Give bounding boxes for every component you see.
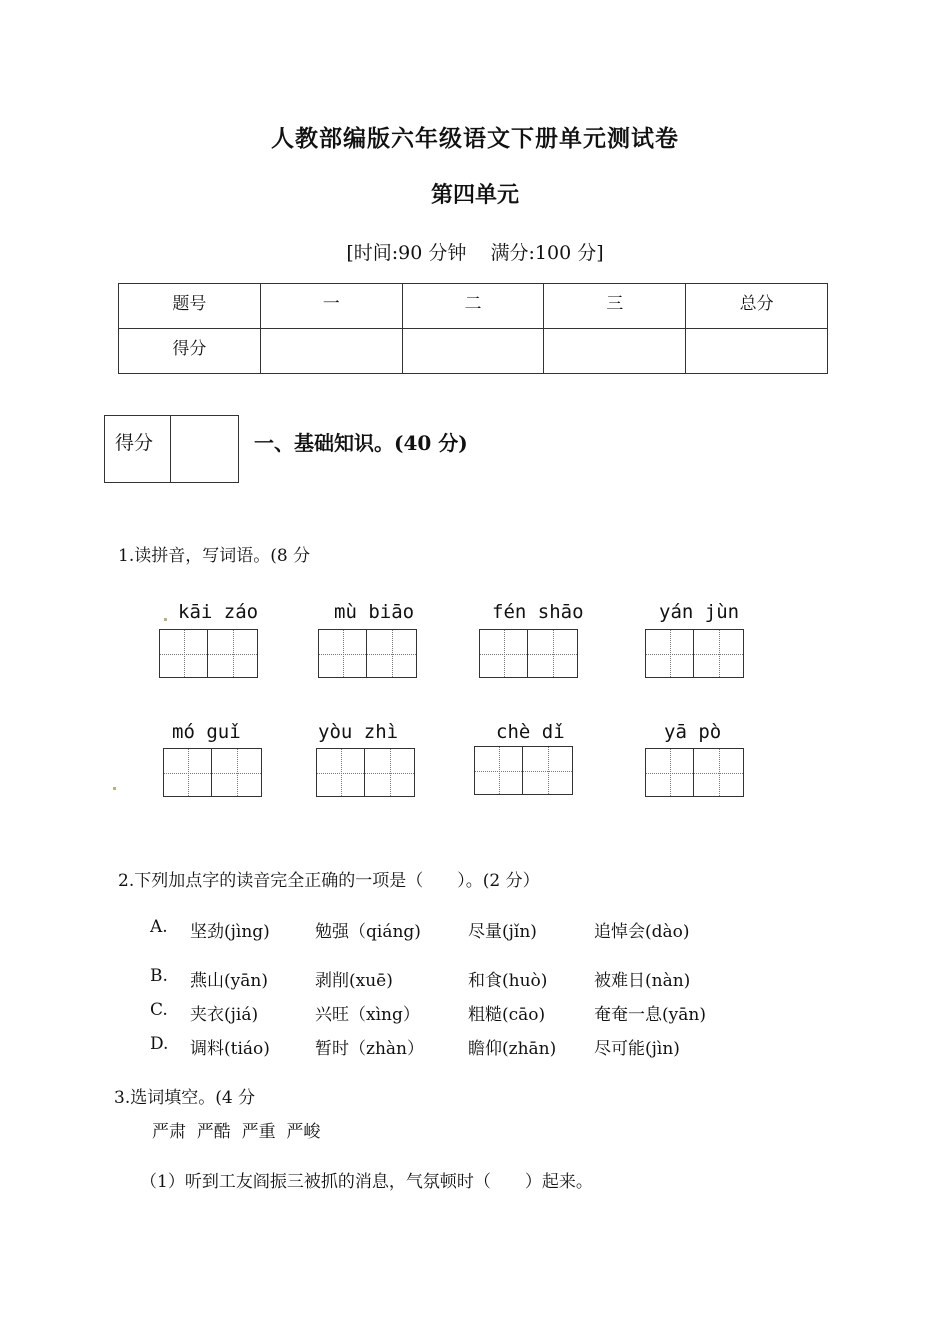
option-item: 坚劲(jìng) — [190, 922, 270, 942]
q3-prompt: 3.选词填空。(4 分 — [114, 1088, 256, 1108]
option-item: 尽量(jǐn) — [468, 922, 537, 942]
option-item: 粗糙(cāo) — [468, 1005, 546, 1025]
option-item: 奄奄一息(yān) — [594, 1005, 706, 1025]
option-b-letter[interactable]: B. — [150, 966, 168, 986]
option-c-letter[interactable]: C. — [150, 1000, 168, 1020]
writing-grid[interactable] — [316, 748, 415, 797]
pinyin-label: yán jùn — [659, 601, 740, 623]
writing-grid[interactable] — [479, 629, 578, 678]
option-a-letter[interactable]: A. — [150, 917, 168, 937]
pinyin-label: mó guǐ — [172, 721, 241, 743]
section1-score-label: 得分 — [105, 416, 171, 482]
option-item: 夹衣(jiá) — [190, 1005, 259, 1025]
pinyin-label: yā pò — [664, 721, 722, 743]
option-item: 和食(huò) — [468, 971, 548, 991]
pinyin-label: yòu zhì — [318, 721, 399, 743]
score-input-cell[interactable] — [260, 329, 402, 374]
speck-mark — [164, 618, 167, 621]
option-item: 调料(tiáo) — [190, 1039, 270, 1059]
score-table-cell: 题号 — [119, 284, 261, 329]
writing-grid[interactable] — [163, 748, 262, 797]
writing-grid[interactable] — [159, 629, 258, 678]
score-table — [118, 283, 828, 374]
score-table-header-row — [119, 284, 828, 329]
score-table-cell: 三 — [544, 284, 686, 329]
pinyin-label: mù biāo — [334, 601, 415, 623]
option-item: 兴旺（xìng） — [315, 1005, 420, 1025]
q2-prompt: 2.下列加点字的读音完全正确的一项是（ ）。(2 分） — [118, 871, 540, 891]
option-item: 暂时（zhàn） — [315, 1039, 424, 1059]
pinyin-label: chè dǐ — [496, 721, 565, 743]
q1-prompt: 1.读拼音，写词语。(8 分 — [118, 546, 311, 566]
section1-score-input[interactable] — [171, 416, 238, 482]
option-item: 尽可能(jìn) — [594, 1039, 680, 1059]
score-table-cell: 总分 — [686, 284, 828, 329]
option-item: 追悼会(dào) — [594, 922, 690, 942]
section1-score-box — [104, 415, 239, 483]
score-input-cell[interactable] — [402, 329, 544, 374]
page-title: 人教部编版六年级语文下册单元测试卷 — [271, 125, 679, 152]
writing-grid[interactable] — [645, 629, 744, 678]
writing-grid[interactable] — [645, 748, 744, 797]
score-input-cell[interactable] — [686, 329, 828, 374]
pinyin-label: fén shāo — [492, 601, 584, 623]
score-table-cell: 一 — [260, 284, 402, 329]
q3-word-bank: 严肃 严酷 严重 严峻 — [152, 1122, 321, 1142]
score-table-cell: 二 — [402, 284, 544, 329]
writing-grid[interactable] — [474, 746, 573, 795]
option-item: 燕山(yān) — [190, 971, 268, 991]
unit-subtitle: 第四单元 — [430, 182, 519, 208]
time-score-info: [时间:90 分钟 满分:100 分] — [346, 242, 604, 264]
q3-sentence-1: （1）听到工友阎振三被抓的消息，气氛顿时（ ）起来。 — [140, 1172, 593, 1192]
option-item: 剥削(xuē) — [315, 971, 393, 991]
speck-mark — [113, 787, 116, 790]
writing-grid[interactable] — [318, 629, 417, 678]
score-table-cell: 得分 — [119, 329, 261, 374]
pinyin-label: kāi záo — [178, 601, 259, 623]
option-item: 被难日(nàn) — [594, 971, 691, 991]
score-input-cell[interactable] — [544, 329, 686, 374]
option-item: 瞻仰(zhān) — [468, 1039, 557, 1059]
option-item: 勉强（qiáng) — [315, 922, 421, 942]
option-d-letter[interactable]: D. — [150, 1034, 169, 1054]
section1-title: 一、基础知识。(40 分) — [254, 431, 468, 455]
score-table-score-row — [119, 329, 828, 374]
